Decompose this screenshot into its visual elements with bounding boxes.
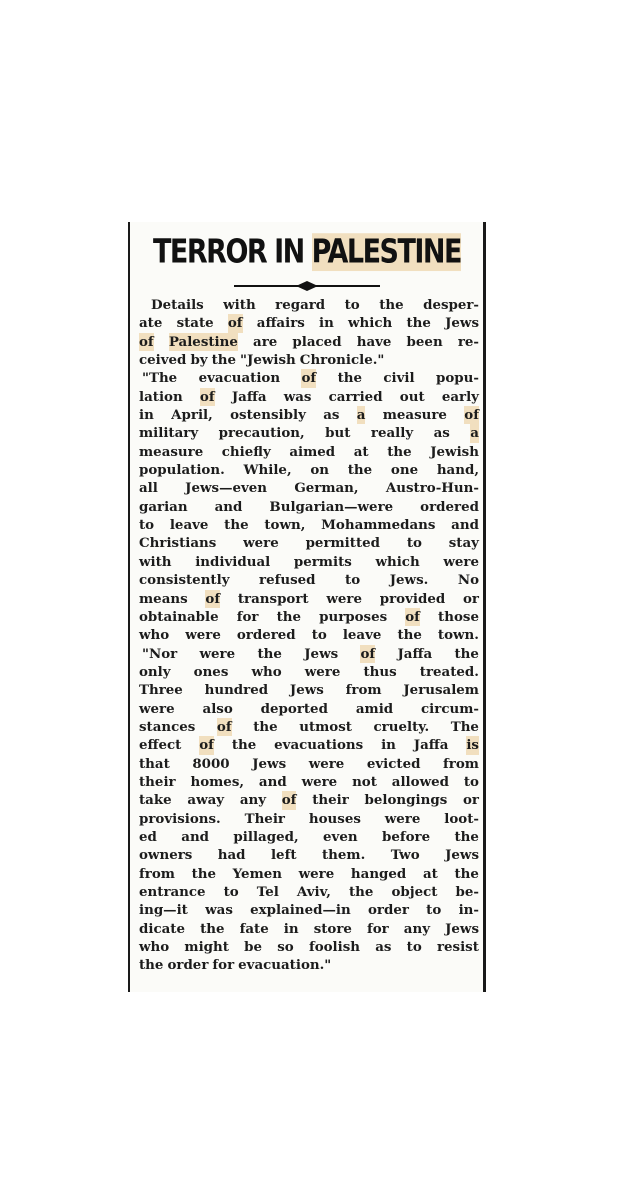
text-line: provisions. Their houses were loot- [139,810,479,827]
text-line: ed and pillaged, even before the [139,828,479,845]
text-line: lation of Jaffa was carried out early [139,388,479,405]
headline-part2: PALESTINE [311,233,461,272]
text-line: the order for evacuation." [139,957,332,974]
text-line: "The evacuation of the civil popu- [142,370,479,387]
text-line: obtainable for the purposes of those [139,608,479,625]
ornament-divider [232,280,382,292]
text-line: Details with regard to the desper- [151,297,479,313]
text-line: in April, ostensibly as a measure of [139,407,479,424]
text-line: Three hundred Jews from Jerusalem [139,682,479,699]
text-line: ing—it was explained—in order to in- [139,902,479,919]
text-line: population. While, on the one hand, [139,462,479,479]
text-line: all Jews—even German, Austro-Hun- [139,480,479,497]
text-line: owners had left them. Two Jews [139,847,479,864]
text-line: from the Yemen were hanged at the [139,865,479,882]
text-line: only ones who were thus treated. [139,663,479,680]
text-line: stances of the utmost cruelty. The [139,718,479,735]
text-line: take away any of their belongings or [139,792,479,809]
text-line: their homes, and were not allowed to [139,773,479,790]
text-line: that 8000 Jews were evicted from [139,755,479,772]
text-line: effect of the evacuations in Jaffa is [139,737,479,754]
text-line: entrance to Tel Aviv, the object be- [139,884,479,900]
text-line: garian and Bulgarian—were ordered [139,498,479,515]
text-line: ate state of affairs in which the Jews [139,315,479,332]
text-line: "Nor were the Jews of Jaffa the [142,645,479,662]
headline-part1: TERROR IN [153,233,304,272]
text-line: who might be so foolish as to resist [139,939,479,956]
text-line: with individual permits which were [139,553,479,570]
text-line: means of transport were provided or [139,590,479,607]
text-line: of Palestine are placed have been re- [139,333,479,350]
article-body [139,296,479,975]
text-line: who were ordered to leave the town. [139,627,479,644]
text-line: to leave the town, Mohammedans and [139,517,479,534]
text-line: Christians were permitted to stay [139,535,479,552]
text-line: consistently refused to Jews. No [139,572,479,589]
column-rule-right [483,222,486,992]
text-line: ceived by the "Jewish Chronicle." [139,352,385,369]
column-rule-left [128,222,130,992]
text-line: were also deported amid circum- [139,700,479,717]
text-line: military precaution, but really as a [139,425,479,442]
text-line: dicate the fate in store for any Jews [139,920,479,937]
text-line: measure chiefly aimed at the Jewish [139,443,479,460]
newspaper-clipping [128,222,486,992]
headline [128,232,486,273]
